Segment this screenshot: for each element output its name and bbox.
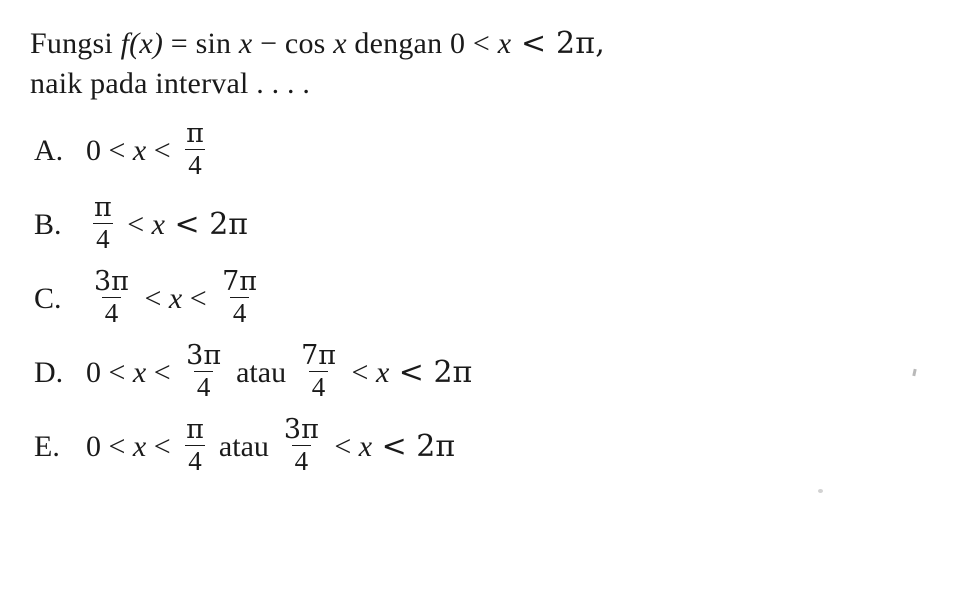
option-e-fraction-2 (281, 413, 322, 477)
option-c-text-2: < (182, 281, 215, 315)
option-e-text-4: < 2π (372, 429, 456, 465)
option-a-denominator-1: 4 (185, 149, 205, 179)
option-d-var-1: x (132, 355, 147, 389)
option-d-text-2: < (146, 355, 179, 389)
option-e-fraction-1 (183, 413, 207, 477)
option-d-denominator-1: 4 (194, 371, 214, 401)
option-a-letter: A. (34, 133, 64, 167)
question-variable-3: x (497, 27, 512, 60)
option-b-var-1: x (151, 207, 165, 241)
option-c-text-1: < (136, 281, 169, 315)
question-minus: − cos (252, 27, 334, 60)
option-b-numerator-1: π (94, 191, 112, 223)
option-c-letter: C. (34, 281, 62, 315)
option-a-body (86, 117, 212, 181)
question-statement (30, 24, 930, 104)
option-e-text-2: < (146, 429, 179, 463)
option-d[interactable] (30, 336, 930, 410)
question-equals: = sin (163, 27, 239, 60)
option-d-text-3: < (344, 355, 376, 389)
option-a-fraction-1 (183, 117, 207, 181)
option-c-numerator-1: 3π (94, 265, 129, 297)
option-b-letter: B. (34, 207, 62, 241)
question-line-1 (30, 27, 605, 60)
option-c[interactable] (30, 262, 930, 336)
option-a-var-1: x (132, 133, 147, 167)
option-b-text-2: < 2π (165, 207, 249, 243)
option-b-body (86, 191, 249, 255)
option-e-numerator-1: π (186, 413, 204, 445)
option-d-numerator-2: 7π (301, 339, 337, 371)
option-e-letter: E. (34, 429, 60, 463)
option-d-conjunction: atau (236, 355, 287, 389)
option-c-numerator-2: 7π (222, 265, 258, 297)
option-e-conjunction: atau (218, 429, 269, 463)
option-c-var-1: x (168, 281, 183, 315)
question-line-2: naik pada interval . . . . (30, 66, 311, 100)
option-c-denominator-1: 4 (102, 297, 122, 327)
option-d-fraction-1 (183, 339, 224, 403)
function-notation: f(x) (120, 27, 164, 60)
option-d-text-4: < 2π (389, 355, 473, 391)
option-e-body (86, 413, 456, 477)
question-variable-1: x (238, 27, 253, 60)
option-c-denominator-2: 4 (230, 297, 250, 327)
option-e-var-1: x (132, 429, 147, 463)
option-a-text-2: < (146, 133, 179, 167)
option-b-denominator-1: 4 (93, 223, 113, 253)
option-d-denominator-2: 4 (309, 371, 329, 401)
option-d-body (86, 339, 473, 403)
question-variable-2: x (333, 27, 347, 60)
option-d-text-1: 0 < (86, 355, 133, 389)
option-e-numerator-2: 3π (283, 413, 319, 445)
question-range-end: < 2π, (511, 26, 605, 61)
scan-artifact-2 (818, 489, 823, 493)
option-b-fraction-1 (91, 191, 115, 255)
option-e-var-2: x (358, 429, 373, 463)
option-a[interactable] (30, 114, 930, 188)
option-c-fraction-2 (219, 265, 260, 329)
option-d-var-2: x (375, 355, 390, 389)
option-c-body (86, 265, 265, 329)
option-e-text-3: < (326, 429, 359, 463)
question-dengan: dengan 0 < (346, 27, 498, 60)
option-e-denominator-1: 4 (185, 445, 205, 475)
option-e[interactable] (30, 410, 930, 484)
option-b[interactable] (30, 188, 930, 262)
option-b-text-1: < (119, 207, 152, 241)
answer-options (30, 114, 930, 484)
option-a-numerator-1: π (186, 117, 204, 149)
option-e-text-1: 0 < (86, 429, 133, 463)
option-d-letter: D. (34, 355, 64, 389)
option-d-fraction-2 (298, 339, 339, 403)
option-d-numerator-1: 3π (186, 339, 222, 371)
option-e-denominator-2: 4 (292, 445, 312, 475)
option-c-fraction-1 (91, 265, 132, 329)
option-a-text-1: 0 < (86, 133, 133, 167)
question-prefix: Fungsi (30, 27, 121, 60)
